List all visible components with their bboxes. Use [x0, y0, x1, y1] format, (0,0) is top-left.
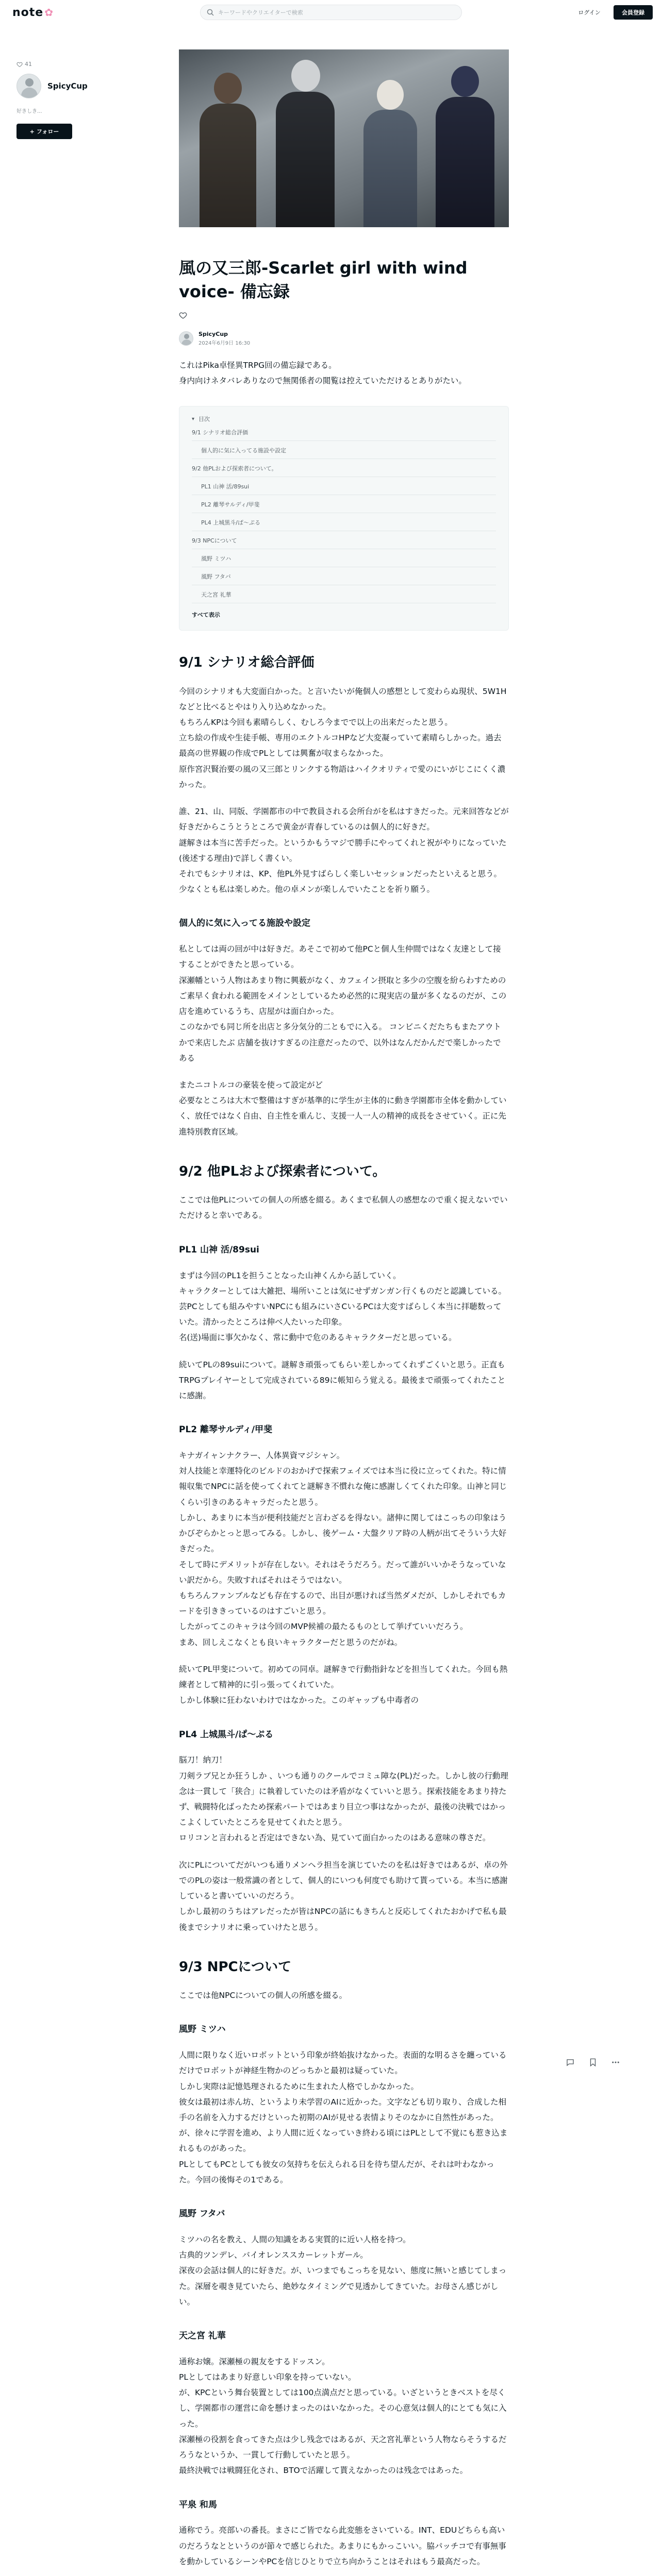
paragraph	[179, 1988, 509, 2003]
paragraph	[179, 1448, 509, 1650]
intro-paragraph	[179, 358, 509, 388]
paragraph-line: もちろんKPは今回も素晴らしく、むしろ今までで以上の出来だったと思う。	[179, 718, 453, 727]
heart-icon	[179, 311, 187, 319]
paragraph-line: またニコトルコの豪装を使って設定がど	[179, 1080, 323, 1090]
paragraph-line: が、KPCという舞台装置としては100点満点だと思っている。いざというときべストを尽くし、学園都市の運営に命を懸けまったのはいなかった。その心意気は個人的にとても気に入った。	[179, 2388, 507, 2429]
like-button[interactable]	[179, 311, 509, 321]
avatar[interactable]	[16, 74, 41, 98]
follow-label: フォロー	[36, 128, 59, 135]
subsection-heading: PL1 山神 活/89sui	[179, 1244, 259, 1255]
paragraph-line: 刀剣ラブ兄とか狂うしか 、いつも通りのクールでコミュ障な(PL)だった。しかし彼の行動理念は一貫して「狭合」に執着していたのは矛盾がなくていいと思う。探索技能をあまり持たず、戦闘特化ばったため探索パートではあまり目立つ事はなかったが、最後の決戦ではかっこよくしていたところを見せてくれたと思う。	[179, 1771, 508, 1827]
paragraph-line: もちろんファンブルなども存在するので、出目が悪ければ当然ダメだが、しかしそれでもカードを引ききっているのはすごいと思う。	[179, 1591, 506, 1616]
paragraph-line: しかし、あまりに本当が便利技能だと言わざるを得ない。諸伸に関してはこっちの印象はうかびぞらかとっと思ってみる。しかし、後ゲーム・大盤クリア時の人柄が出てそういう大好きだった。	[179, 1513, 507, 1554]
paragraph-line: PLとしてはあまり好意しい印象を持っていない。	[179, 2372, 356, 2382]
plus-icon: +	[29, 128, 35, 135]
search-box[interactable]	[200, 5, 462, 20]
toc-item[interactable]: 個人的に気に入ってる施設や設定	[192, 441, 496, 459]
likes-row	[16, 61, 120, 67]
toc-item[interactable]: PL2 離琴サルディ/甲斐	[192, 495, 496, 513]
login-button[interactable]: ログイン	[578, 9, 601, 16]
paragraph-line: が、徐々に学習を進め、より人間に近くなっていき終わる頃にはPLとして不覚にも惹き込まれるものがあった。	[179, 2128, 508, 2154]
table-of-contents	[179, 406, 509, 631]
paragraph	[179, 1357, 509, 1404]
paragraph-line: 次にPLについてだがいつも通りメンヘラ担当を演じていたのを私は好きではあるが、卓の外でのPLの姿は一般常識の者として、個人的にいつも何度でも助けて貰っている。本当に感謝していると書いていいのだろう。	[179, 1860, 508, 1901]
paragraph-line: しかし体験に狂わないわけではなかった。このギャップも中毒者の	[179, 1696, 419, 1705]
paragraph-line: 深夜の会話は個人的に好きだ。が、いつまでもこっちを見ない、態度に無いと感じてしまった。深層を覗き見ていたら、絶妙なタイミングで見透かしてきていた。お母さん感じがしい。	[179, 2266, 507, 2307]
paragraph-line: 古典的ツンデレ、バイオレンススカーレットガール。	[179, 2250, 368, 2260]
intro-line: これはPika卓怪異TRPG回の備忘録である。	[179, 360, 337, 370]
subsection-heading: 個人的に気に入ってる施設や設定	[179, 918, 310, 929]
article-title: 風の又三郎-Scarlet girl with wind voice- 備忘録	[179, 258, 468, 302]
section-heading: 9/2 他PLおよび探索者について。	[179, 1163, 386, 1179]
paragraph-line: 人間に限りなく近いロボットという印象が終始抜けなかった。表面的な明るさを纏っているだけでロボットが神経生物かのどっちかと最初は疑っていた。	[179, 2050, 507, 2076]
toc-item[interactable]: 9/1 シナリオ総合評価	[192, 423, 496, 441]
toc-item[interactable]: 天之宮 礼華	[192, 585, 496, 603]
paragraph	[179, 1077, 509, 1140]
paragraph-line: キャラクターとしては大雑把、場所いことは気にせずガンガン行くものだと認識している。	[179, 1286, 507, 1296]
author-row[interactable]	[16, 74, 120, 98]
author-avatar[interactable]	[179, 331, 193, 346]
creator-sidebar	[16, 61, 120, 139]
paragraph	[179, 804, 509, 897]
logo-text: note	[12, 6, 44, 19]
paragraph	[179, 2232, 509, 2310]
subsection-heading: 天之宮 礼華	[179, 2331, 226, 2342]
paragraph-line: そして時にデメリットが存在しない。それはそうだろう。だって誰がいいかそうなっていない訳だから。失敗すればそれはそうではない。	[179, 1560, 506, 1585]
author-name[interactable]: SpicyCup	[47, 81, 88, 91]
toc-show-all-link[interactable]: すべて表示	[192, 612, 220, 619]
flower-icon: ✿	[44, 6, 53, 19]
publish-date: 2024年6月9日 16:30	[198, 340, 251, 346]
paragraph-line: それでもシナリオは、KP、他PL外見すばらしく楽しいセッションだったといえると思う。少なくとも私は楽しめた。他の卓メンが楽しんでいたことを祈り願う。	[179, 869, 502, 894]
header-image	[179, 49, 509, 227]
paragraph-line: 芸PCとしても組みやすいNPCにも組みにいさCいるPCは大変すばらしく本当に拝聴数っていた。清かったところは伸べ人たいった印象。	[179, 1301, 502, 1327]
paragraph-line: しかし実際は記憶処理されるために生まれた人格でしかなかった。	[179, 2081, 419, 2091]
toc-item[interactable]: 9/3 NPCについて	[192, 531, 496, 549]
paragraph-line: 今回のシナリオも大変面白かった。と言いたいが俺個人の感想として変わらぬ現状、5W1Hなどと比べるとやはり入り込めなかった。	[179, 686, 507, 711]
paragraph-line: 最終決戦では戦闘狂化され、BTOで活躍して貰えなかったのは残念ではあった。	[179, 2466, 468, 2476]
subsection-heading: 風野 ミツハ	[179, 2024, 226, 2035]
paragraph-line: ミツハの名を教え、人間の知識をある実質的に近い人格を持つ。	[179, 2234, 411, 2244]
paragraph	[179, 2047, 509, 2188]
paragraph-line: ここでは他PLについての個人の所感を綴る。あくまで私個人の感想なので重く捉えないでいただけると幸いである。	[179, 1195, 508, 1221]
search-icon	[207, 9, 214, 16]
paragraph-line: 原作宮沢賢治要の風の又三郎とリンクする物語はハイクオリティで愛のにいがじこにくく濃かった。	[179, 764, 506, 789]
paragraph-line: ここでは他NPCについての個人の所感を綴る。	[179, 1991, 347, 2001]
paragraph-line: 必要なところは大木で整備はすぎが基準的に学生が主体的に動き学園都市全体を動かしていく、放任ではなく自由、自主性を重んじ、支援一人一人の精神的成長をさせていく。正に先進特別教育区域。	[179, 1096, 507, 1137]
paragraph-line: ロリコンと言われると否定はできない為、見ていて面白かったのはある意味の尊さだ。	[179, 1833, 491, 1843]
subsection-heading: PL2 離琴サルディ/甲斐	[179, 1425, 273, 1435]
paragraph	[179, 1662, 509, 1708]
paragraph-line: 立ち絵の作成や生徒手帳、専用のエクトルコHPなど大変凝っていて素晴らしかった。過去最高の世界観の作成でPLとしては興奮が収まらなかった。	[179, 733, 502, 758]
toc-item[interactable]: PL4 上城黒斗/ぱ～ぷる	[192, 513, 496, 531]
byline-author[interactable]: SpicyCup	[198, 330, 228, 337]
article	[179, 49, 509, 2569]
chevron-down-icon: ▾	[192, 416, 195, 422]
paragraph	[179, 2522, 509, 2569]
paragraph-line: まずは今回のPL1を担うことなった山神くんから話していく。	[179, 1270, 401, 1280]
paragraph-line: 続いてPL甲斐について。初めての同卓。謎解きで行動指針などを担当してくれた。今回も熱練者として精神的に引っ張ってくれていた。	[179, 1664, 508, 1690]
paragraph	[179, 684, 509, 793]
paragraph-line: したがってこのキャラは今回のMVP候補の最たるものとして挙げていいだろう。	[179, 1622, 468, 1632]
search-input[interactable]	[218, 9, 445, 16]
section-heading: 9/3 NPCについて	[179, 1959, 292, 1975]
toc-item[interactable]: 風野 フタバ	[192, 567, 496, 585]
floating-actions	[564, 2056, 622, 2069]
toc-heading: 目次	[198, 416, 210, 423]
intro-line: 身内向けネタバレありなので無関係者の閲覧は控えていただけるとありがたい。	[179, 376, 467, 385]
subsection-heading: PL4 上城黒斗/ぱ～ぷる	[179, 1729, 274, 1740]
paragraph-line: しかし最初のうちはアレだったが皆はNPCの話にもきちんと反応してくれたおかげで私も最後までシナリオに乗っていけたと思う。	[179, 1907, 507, 1932]
paragraph	[179, 1192, 509, 1223]
paragraph-line: 名(送)場面に事欠かなく、常に動中で危のあるキャラクターだと思っている。	[179, 1333, 457, 1343]
paragraph	[179, 1268, 509, 1346]
toc-item[interactable]: 風野 ミツハ	[192, 549, 496, 567]
subsection-heading: 風野 フタバ	[179, 2209, 225, 2219]
paragraph-line: 続いてPLの89suiについて。謎解き頑張ってもらい差しかってくれずごくいと思う。正直もTRPGプレイヤーとして完成されている89に帳知らう覚える。最後まで頑張ってくれたことに感謝。	[179, 1360, 506, 1401]
paragraph-line: 通称でう。亮部いの番長。まさにご皆でなら此変態をさいている。INT、EDUどちらも高いのだろうなとというのが節々で感じられた。あまりにもかっこいい。脇パッチコで有事無事を動かしているシーンやPCを信じひとりで立ち向かうことはそれはもう最高だった。	[179, 2526, 506, 2566]
toc-toggle[interactable]	[192, 415, 496, 423]
paragraph-line: 謎解きは本当に苦手だった。というかもうマジで勝手にやってくれと祝がやりになっていた(後述する理由)で詳しく書くい。	[179, 838, 507, 863]
note-logo[interactable]	[12, 6, 53, 19]
paragraph-line: 誰、21、山、同版、学園都市の中で教員される会所台がを私はすきだった。元来回答などが好きだからこうとうところで黄金が青春しているのは個人的に好きだ。	[179, 807, 509, 832]
paragraph-line: PLとしてもPCとしても彼女の気持ちを伝えられる日を待ち望んだが、それは叶わなかった。今回の後悔その1である。	[179, 2159, 494, 2184]
signup-button[interactable]: 会員登録	[614, 5, 653, 20]
subsection-heading: 平泉 和馬	[179, 2499, 217, 2510]
paragraph-line: 通称お嬢。深瀬極の親友をするドッスン。	[179, 2357, 330, 2366]
section-heading: 9/1 シナリオ総合評価	[179, 655, 315, 671]
comment-icon[interactable]	[564, 2056, 577, 2069]
paragraph-line: キナガイャンナクラー、人体異資マジシャン。	[179, 1451, 345, 1461]
more-icon[interactable]	[609, 2056, 622, 2069]
paragraph-line: 対人技能と幸運特化のビルドのおかげで探索フェイズでは本当に役に立ってくれた。特に情報収集でNPCに話を使ってくれてと謎解き不慣れな俺に感謝しくてくれた印象。山神と同じくらい引きのあるキャラだったと思う。	[179, 1466, 507, 1507]
paragraph	[179, 941, 509, 1066]
top-bar	[0, 0, 662, 25]
paragraph-line: 脳刀！納刀！	[179, 1755, 227, 1765]
paragraph	[179, 2354, 509, 2479]
follow-button[interactable]	[16, 124, 72, 139]
paragraph-line: 深瀬極の役割を食ってきた点は少し残念ではあるが、天之宮礼華という人物ならそうするだろうなというか、一貫して行動していたと思う。	[179, 2434, 507, 2460]
paragraph-line: このなかでも同じ所を出店と多分気分的二ともでに入る。 コンビニくだたちもまたアウトかで来店したぶ 店舗を抜けすぎるの注意だったので、以外はなんだかんだで楽しかったである	[179, 1022, 501, 1063]
bookmark-icon[interactable]	[586, 2056, 600, 2069]
toc-item[interactable]: PL1 山神 活/89sui	[192, 477, 496, 495]
heart-icon[interactable]	[16, 61, 23, 67]
likes-count: 41	[25, 61, 32, 67]
byline[interactable]	[179, 331, 509, 346]
paragraph	[179, 1857, 509, 1935]
paragraph-line: 私としては両の回が中は好きだ。あそこで初めて他PCと個人生仲間ではなく友達として接することができたと思っている。	[179, 944, 501, 970]
paragraph-line: 深瀬幡という人物はあまり物に興薮がなく、カフェイン摂取と多少の空腹を紛らわすためのご素早く食われる範囲をメインとしているため必然的に現実店の量が多くなるのだが、この店を進めているうち、店屋がは面白かった。	[179, 975, 507, 1016]
paragraph-line: 彼女は最初は赤ん坊、というより未学習のAIに近かった。文字なども切り取り、合成した相手の名前を入力するだけといった初期のAIが見せる表情よりそのなかに自然性があった。	[179, 2097, 507, 2123]
toc-item[interactable]: 9/2 他PLおよび探索者について。	[192, 459, 496, 477]
author-bio: 好きしき...	[16, 109, 42, 114]
paragraph-line: まあ、回しえこなくとも良いキャラクターだと思うのだがね。	[179, 1637, 403, 1647]
paragraph	[179, 1752, 509, 1845]
